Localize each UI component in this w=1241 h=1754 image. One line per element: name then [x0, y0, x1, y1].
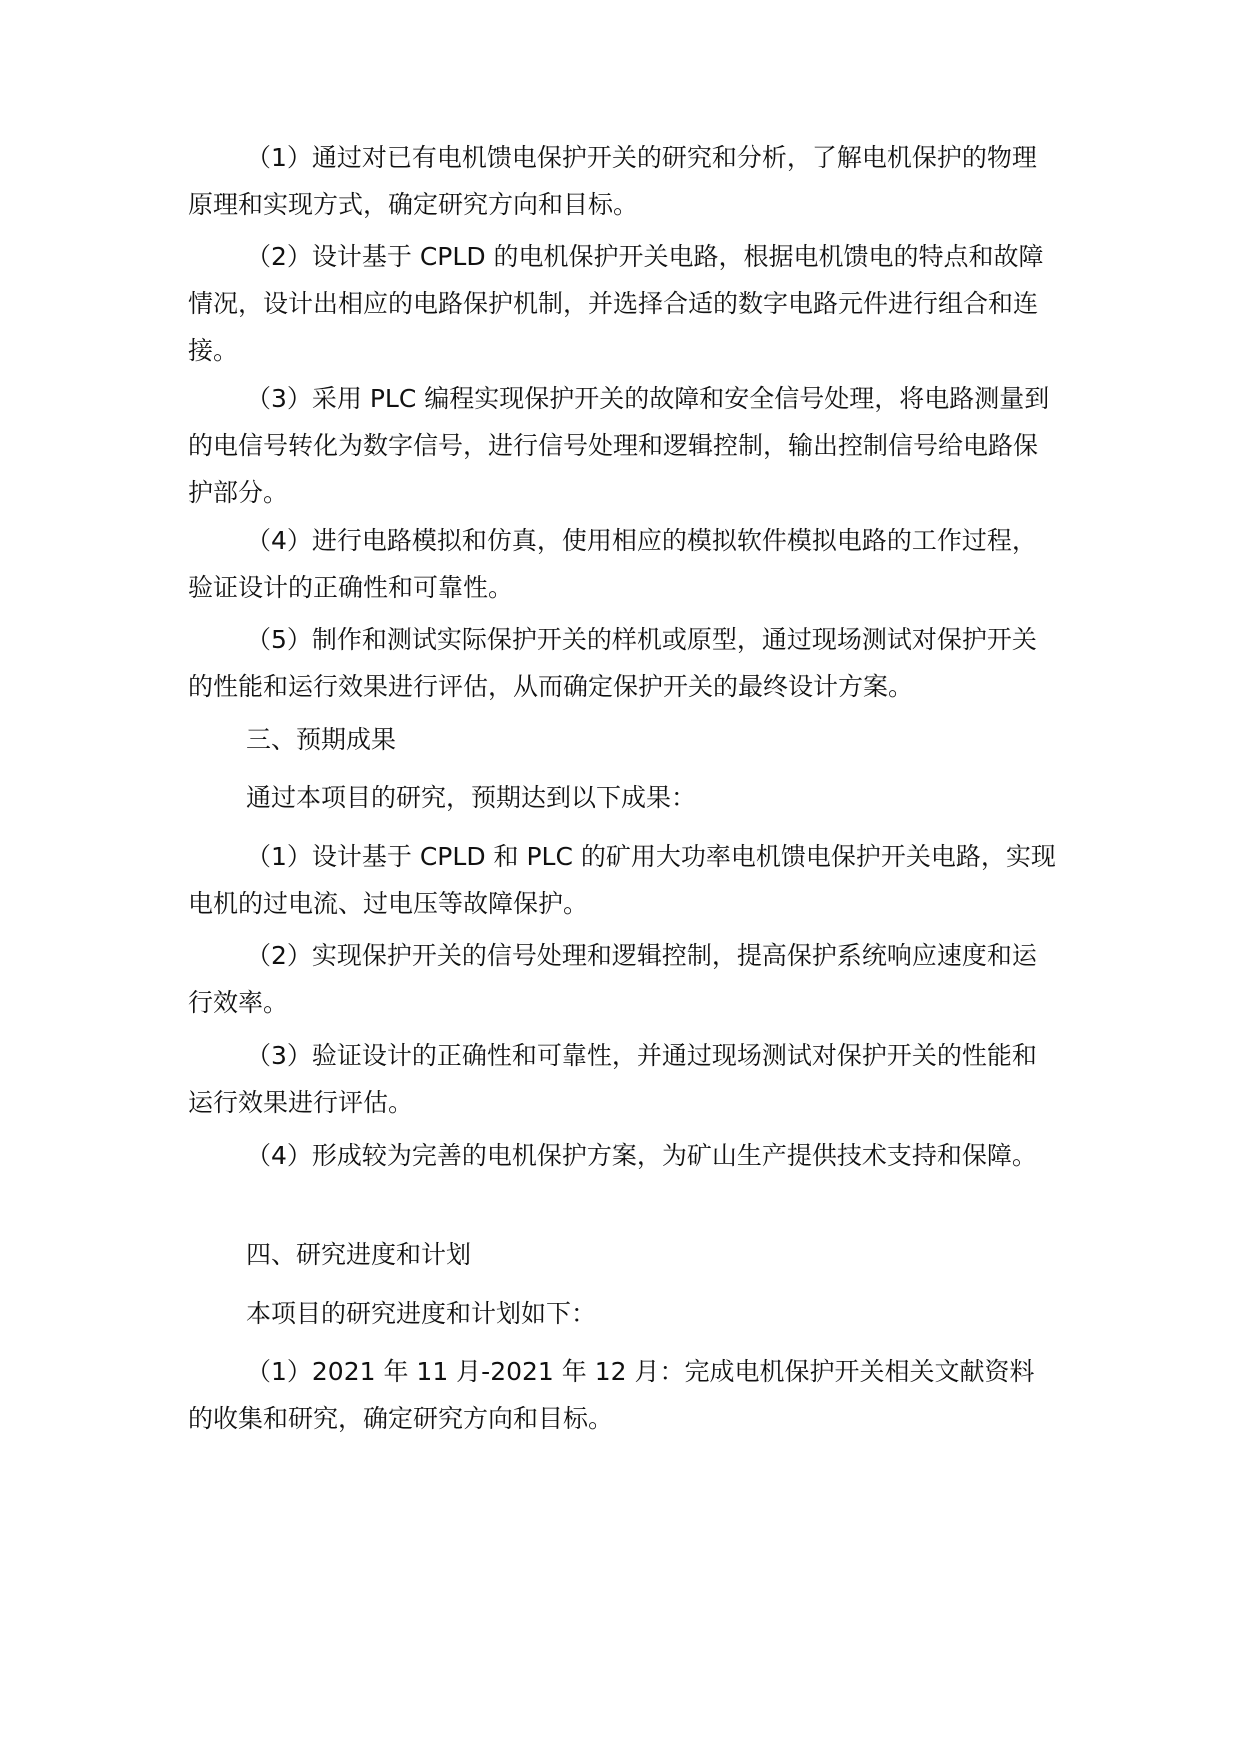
- paragraph-method-1: （1）通过对已有电机馈电保护开关的研究和分析，了解电机保护的物理原理和实现方式，确定研究方向和目标。: [188, 143, 1037, 219]
- paragraph-schedule-1: （1）2021 年 11 月-2021 年 12 月：完成电机保护开关相关文献资料的收集和研究，确定研究方向和目标。: [188, 1357, 1035, 1433]
- paragraph-method-3: （3）采用 PLC 编程实现保护开关的故障和安全信号处理，将电路测量到的电信号转化为数字信号，进行信号处理和逻辑控制，输出控制信号给电路保护部分。: [188, 384, 1050, 507]
- paragraph-result-1: （1）设计基于 CPLD 和 PLC 的矿用大功率电机馈电保护开关电路，实现电机的过电流、过电压等故障保护。: [188, 842, 1056, 918]
- paragraph-method-4: （4）进行电路模拟和仿真，使用相应的模拟软件模拟电路的工作过程，验证设计的正确性和可靠性。: [188, 526, 1037, 602]
- paragraph-result-2: （2）实现保护开关的信号处理和逻辑控制，提高保护系统响应速度和运行效率。: [188, 941, 1037, 1017]
- section-heading-expected-results: 三、预期成果: [246, 725, 397, 754]
- section-heading-schedule: 四、研究进度和计划: [246, 1240, 472, 1269]
- paragraph-method-5: （5）制作和测试实际保护开关的样机或原型，通过现场测试对保护开关的性能和运行效果进行评估，从而确定保护开关的最终设计方案。: [188, 625, 1037, 701]
- paragraph-method-2: （2）设计基于 CPLD 的电机保护开关电路，根据电机馈电的特点和故障情况，设计出相应的电路保护机制，并选择合适的数字电路元件进行组合和连接。: [188, 242, 1044, 365]
- paragraph-schedule-intro: 本项目的研究进度和计划如下：: [246, 1299, 597, 1328]
- paragraph-result-3: （3）验证设计的正确性和可靠性，并通过现场测试对保护开关的性能和运行效果进行评估。: [188, 1041, 1037, 1117]
- paragraph-results-intro: 通过本项目的研究，预期达到以下成果：: [246, 783, 697, 812]
- paragraph-result-4: （4）形成较为完善的电机保护方案，为矿山生产提供技术支持和保障。: [246, 1141, 1037, 1170]
